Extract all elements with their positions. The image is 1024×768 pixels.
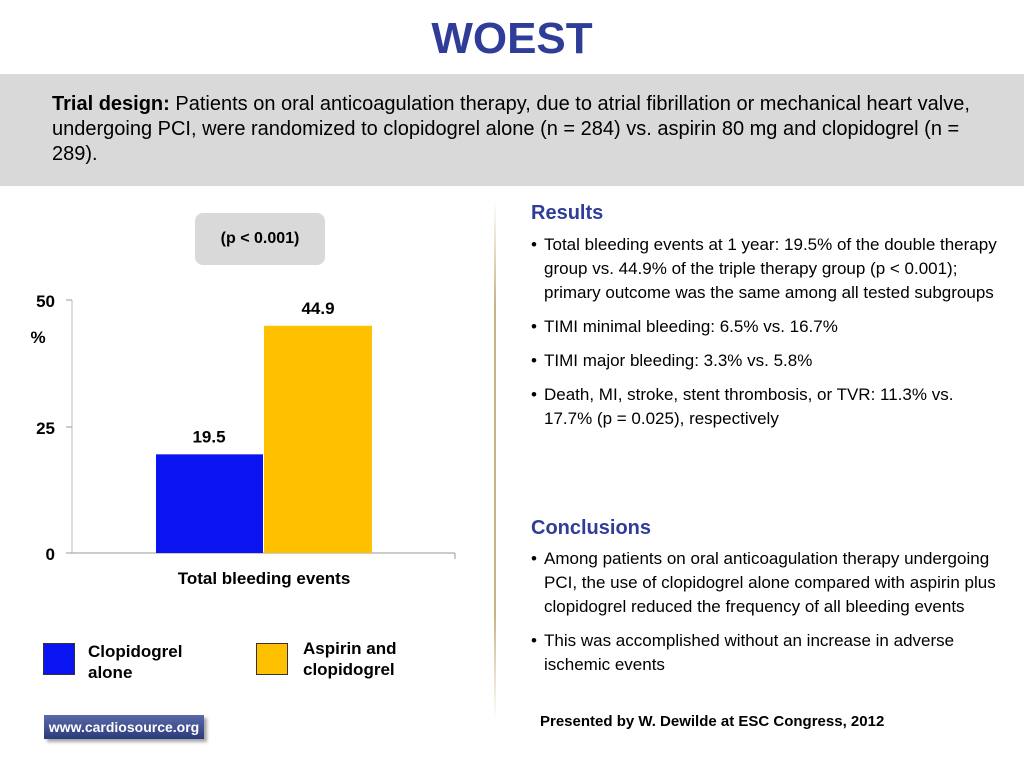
column-divider	[494, 200, 496, 720]
cardiosource-logo[interactable]: www.cardiosource.org	[44, 715, 204, 739]
trial-design-body: Patients on oral anticoagulation therapy, due to atrial fibrillation or mechanical heart valve, undergoing PCI, were randomized to clopidogrel alone (n = 284) vs. aspirin 80 mg and clopidogrel (n = 289).	[52, 93, 970, 165]
list-item: • Total bleeding events at 1 year: 19.5% of the double therapy group vs. 44.9% of the triple therapy group (p < 0.001); primary outcome was the same among all tested subgroups	[531, 233, 1001, 305]
list-item: • TIMI minimal bleeding: 6.5% vs. 16.7%	[531, 315, 1001, 339]
slide-title: WOEST	[431, 14, 593, 63]
bar-aspirin-and-clopidogrel	[264, 326, 372, 553]
y-tick-label: 25	[36, 419, 55, 438]
trial-design-text	[52, 92, 982, 167]
list-item: • Death, MI, stroke, stent thrombosis, or TVR: 11.3% vs. 17.7% (p = 0.025), respectively	[531, 383, 1001, 431]
legend-label-line: clopidogrel	[303, 660, 395, 679]
legend-swatch-clopidogrel	[43, 643, 75, 675]
bar-clopidogrel-alone	[156, 454, 263, 553]
bar-data-label: 44.9	[301, 298, 335, 318]
conclusions-list	[531, 547, 1001, 687]
list-item: • TIMI major bleeding: 3.3% vs. 5.8%	[531, 349, 1001, 373]
y-tick-label: 0	[45, 545, 55, 564]
y-tick-label: 50	[36, 292, 55, 311]
presented-by-credit: Presented by W. Dewilde at ESC Congress, 2012	[540, 713, 885, 730]
list-item: • This was accomplished without an increase in adverse ischemic events	[531, 629, 1001, 677]
results-list	[531, 233, 1001, 441]
y-axis-label: %	[30, 328, 46, 347]
legend-swatch-aspirin	[256, 643, 288, 675]
trial-design-label: Trial design:	[52, 93, 170, 115]
conclusions-heading: Conclusions	[531, 517, 652, 539]
legend-label-line: Aspirin and	[303, 639, 397, 658]
legend-label-aspirin	[303, 638, 397, 680]
results-heading: Results	[531, 202, 604, 224]
x-category-label: Total bleeding events	[177, 569, 351, 588]
bar-chart	[0, 280, 480, 600]
legend-label-clopidogrel	[88, 641, 182, 683]
legend-label-line: alone	[88, 663, 133, 682]
bar-data-label: 19.5	[192, 427, 226, 447]
p-value-badge: (p < 0.001)	[195, 213, 325, 265]
list-item: • Among patients on oral anticoagulation therapy undergoing PCI, the use of clopidogrel alone compared with aspirin plus clopidogrel reduced the frequency of all bleeding events	[531, 547, 1001, 619]
legend-label-line: Clopidogrel	[88, 642, 183, 661]
